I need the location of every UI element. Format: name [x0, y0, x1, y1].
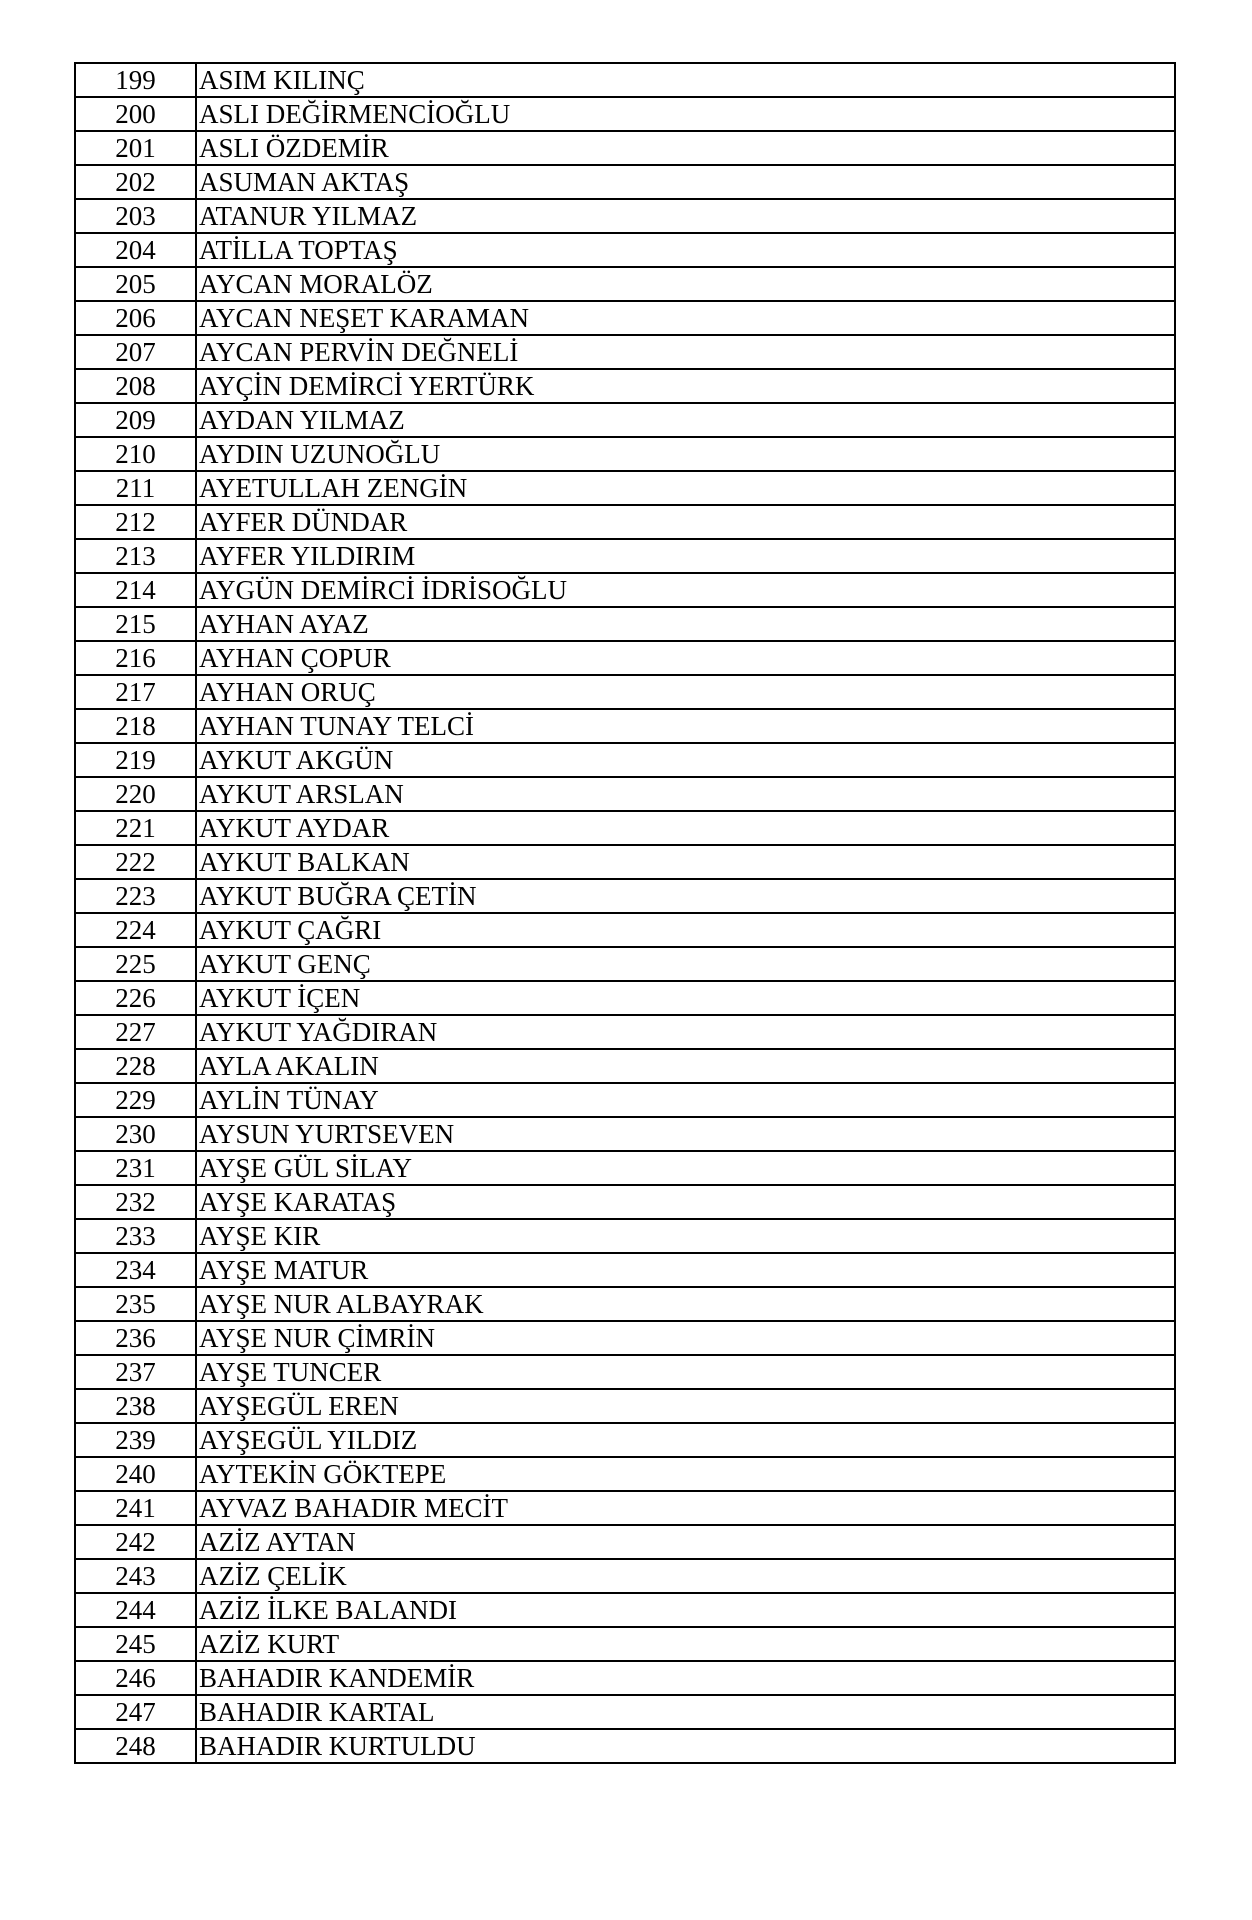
row-number-cell: 242	[75, 1525, 196, 1559]
person-name-cell: AYFER YILDIRIM	[196, 539, 1175, 573]
table-row	[75, 1627, 1175, 1661]
row-number-cell: 217	[75, 675, 196, 709]
person-name-cell: AYŞE KARATAŞ	[196, 1185, 1175, 1219]
table-row	[75, 1729, 1175, 1763]
person-name-cell: BAHADIR KANDEMİR	[196, 1661, 1175, 1695]
row-number-cell: 224	[75, 913, 196, 947]
row-number-cell: 248	[75, 1729, 196, 1763]
table-row	[75, 811, 1175, 845]
table-row	[75, 1593, 1175, 1627]
row-number-cell: 211	[75, 471, 196, 505]
table-row	[75, 1015, 1175, 1049]
row-number-cell: 200	[75, 97, 196, 131]
person-name-cell: BAHADIR KARTAL	[196, 1695, 1175, 1729]
person-name-cell: AZİZ AYTAN	[196, 1525, 1175, 1559]
table-row	[75, 369, 1175, 403]
person-name-cell: AYŞE NUR ALBAYRAK	[196, 1287, 1175, 1321]
person-name-cell: ATANUR YILMAZ	[196, 199, 1175, 233]
person-name-cell: AYHAN ORUÇ	[196, 675, 1175, 709]
person-name-cell: AYKUT İÇEN	[196, 981, 1175, 1015]
row-number-cell: 213	[75, 539, 196, 573]
person-name-cell: AYŞE NUR ÇİMRİN	[196, 1321, 1175, 1355]
row-number-cell: 210	[75, 437, 196, 471]
row-number-cell: 219	[75, 743, 196, 777]
name-list-body	[75, 63, 1175, 1763]
row-number-cell: 218	[75, 709, 196, 743]
table-row	[75, 267, 1175, 301]
person-name-cell: AYETULLAH ZENGİN	[196, 471, 1175, 505]
row-number-cell: 236	[75, 1321, 196, 1355]
person-name-cell: AYLİN TÜNAY	[196, 1083, 1175, 1117]
row-number-cell: 233	[75, 1219, 196, 1253]
table-row	[75, 1423, 1175, 1457]
person-name-cell: AZİZ ÇELİK	[196, 1559, 1175, 1593]
row-number-cell: 206	[75, 301, 196, 335]
person-name-cell: AYŞEGÜL YILDIZ	[196, 1423, 1175, 1457]
person-name-cell: AYKUT AKGÜN	[196, 743, 1175, 777]
row-number-cell: 212	[75, 505, 196, 539]
table-row	[75, 777, 1175, 811]
name-list-table	[74, 62, 1176, 1764]
row-number-cell: 201	[75, 131, 196, 165]
row-number-cell: 222	[75, 845, 196, 879]
table-row	[75, 879, 1175, 913]
row-number-cell: 244	[75, 1593, 196, 1627]
row-number-cell: 223	[75, 879, 196, 913]
row-number-cell: 215	[75, 607, 196, 641]
table-row	[75, 1525, 1175, 1559]
person-name-cell: AYŞE MATUR	[196, 1253, 1175, 1287]
person-name-cell: BAHADIR KURTULDU	[196, 1729, 1175, 1763]
table-row	[75, 607, 1175, 641]
person-name-cell: AYKUT ARSLAN	[196, 777, 1175, 811]
row-number-cell: 234	[75, 1253, 196, 1287]
table-row	[75, 1457, 1175, 1491]
table-row	[75, 301, 1175, 335]
row-number-cell: 227	[75, 1015, 196, 1049]
person-name-cell: AZİZ İLKE BALANDI	[196, 1593, 1175, 1627]
person-name-cell: AYKUT BUĞRA ÇETİN	[196, 879, 1175, 913]
table-row	[75, 1083, 1175, 1117]
person-name-cell: AYKUT GENÇ	[196, 947, 1175, 981]
table-row	[75, 539, 1175, 573]
row-number-cell: 240	[75, 1457, 196, 1491]
person-name-cell: AYHAN ÇOPUR	[196, 641, 1175, 675]
row-number-cell: 238	[75, 1389, 196, 1423]
person-name-cell: ATİLLA TOPTAŞ	[196, 233, 1175, 267]
row-number-cell: 246	[75, 1661, 196, 1695]
row-number-cell: 208	[75, 369, 196, 403]
row-number-cell: 230	[75, 1117, 196, 1151]
person-name-cell: AYŞE KIR	[196, 1219, 1175, 1253]
row-number-cell: 199	[75, 63, 196, 97]
person-name-cell: AYKUT ÇAĞRI	[196, 913, 1175, 947]
person-name-cell: AYHAN TUNAY TELCİ	[196, 709, 1175, 743]
table-row	[75, 63, 1175, 97]
row-number-cell: 221	[75, 811, 196, 845]
person-name-cell: AYFER DÜNDAR	[196, 505, 1175, 539]
person-name-cell: AYKUT YAĞDIRAN	[196, 1015, 1175, 1049]
person-name-cell: AYSUN YURTSEVEN	[196, 1117, 1175, 1151]
person-name-cell: ASLI DEĞİRMENCİOĞLU	[196, 97, 1175, 131]
person-name-cell: AYVAZ BAHADIR MECİT	[196, 1491, 1175, 1525]
table-row	[75, 1049, 1175, 1083]
row-number-cell: 229	[75, 1083, 196, 1117]
row-number-cell: 216	[75, 641, 196, 675]
person-name-cell: AYCAN PERVİN DEĞNELİ	[196, 335, 1175, 369]
table-row	[75, 573, 1175, 607]
table-row	[75, 97, 1175, 131]
row-number-cell: 204	[75, 233, 196, 267]
table-row	[75, 981, 1175, 1015]
table-row	[75, 1355, 1175, 1389]
row-number-cell: 235	[75, 1287, 196, 1321]
table-row	[75, 913, 1175, 947]
table-row	[75, 1219, 1175, 1253]
person-name-cell: ASIM KILINÇ	[196, 63, 1175, 97]
table-row	[75, 709, 1175, 743]
person-name-cell: AYDIN UZUNOĞLU	[196, 437, 1175, 471]
table-row	[75, 1695, 1175, 1729]
table-row	[75, 131, 1175, 165]
table-row	[75, 641, 1175, 675]
person-name-cell: AYHAN AYAZ	[196, 607, 1175, 641]
table-row	[75, 335, 1175, 369]
table-row	[75, 233, 1175, 267]
table-row	[75, 675, 1175, 709]
row-number-cell: 226	[75, 981, 196, 1015]
row-number-cell: 203	[75, 199, 196, 233]
table-row	[75, 199, 1175, 233]
person-name-cell: AYLA AKALIN	[196, 1049, 1175, 1083]
table-row	[75, 1185, 1175, 1219]
table-row	[75, 1253, 1175, 1287]
row-number-cell: 245	[75, 1627, 196, 1661]
row-number-cell: 220	[75, 777, 196, 811]
person-name-cell: AYÇİN DEMİRCİ YERTÜRK	[196, 369, 1175, 403]
table-row	[75, 1117, 1175, 1151]
table-row	[75, 1559, 1175, 1593]
table-row	[75, 1491, 1175, 1525]
row-number-cell: 207	[75, 335, 196, 369]
row-number-cell: 225	[75, 947, 196, 981]
row-number-cell: 214	[75, 573, 196, 607]
table-row	[75, 437, 1175, 471]
person-name-cell: AYŞE GÜL SİLAY	[196, 1151, 1175, 1185]
table-row	[75, 1661, 1175, 1695]
person-name-cell: AYKUT AYDAR	[196, 811, 1175, 845]
row-number-cell: 209	[75, 403, 196, 437]
person-name-cell: AYKUT BALKAN	[196, 845, 1175, 879]
row-number-cell: 247	[75, 1695, 196, 1729]
row-number-cell: 228	[75, 1049, 196, 1083]
table-row	[75, 165, 1175, 199]
person-name-cell: AYTEKİN GÖKTEPE	[196, 1457, 1175, 1491]
person-name-cell: AYCAN NEŞET KARAMAN	[196, 301, 1175, 335]
person-name-cell: AYŞE TUNCER	[196, 1355, 1175, 1389]
person-name-cell: AZİZ KURT	[196, 1627, 1175, 1661]
person-name-cell: ASUMAN AKTAŞ	[196, 165, 1175, 199]
row-number-cell: 232	[75, 1185, 196, 1219]
person-name-cell: AYDAN YILMAZ	[196, 403, 1175, 437]
table-row	[75, 1321, 1175, 1355]
person-name-cell: AYCAN MORALÖZ	[196, 267, 1175, 301]
row-number-cell: 205	[75, 267, 196, 301]
person-name-cell: AYGÜN DEMİRCİ İDRİSOĞLU	[196, 573, 1175, 607]
table-row	[75, 1389, 1175, 1423]
row-number-cell: 231	[75, 1151, 196, 1185]
table-row	[75, 743, 1175, 777]
row-number-cell: 237	[75, 1355, 196, 1389]
table-row	[75, 845, 1175, 879]
table-row	[75, 1151, 1175, 1185]
person-name-cell: AYŞEGÜL EREN	[196, 1389, 1175, 1423]
row-number-cell: 202	[75, 165, 196, 199]
person-name-cell: ASLI ÖZDEMİR	[196, 131, 1175, 165]
table-row	[75, 947, 1175, 981]
table-row	[75, 471, 1175, 505]
row-number-cell: 239	[75, 1423, 196, 1457]
table-row	[75, 1287, 1175, 1321]
row-number-cell: 243	[75, 1559, 196, 1593]
table-row	[75, 505, 1175, 539]
table-row	[75, 403, 1175, 437]
row-number-cell: 241	[75, 1491, 196, 1525]
